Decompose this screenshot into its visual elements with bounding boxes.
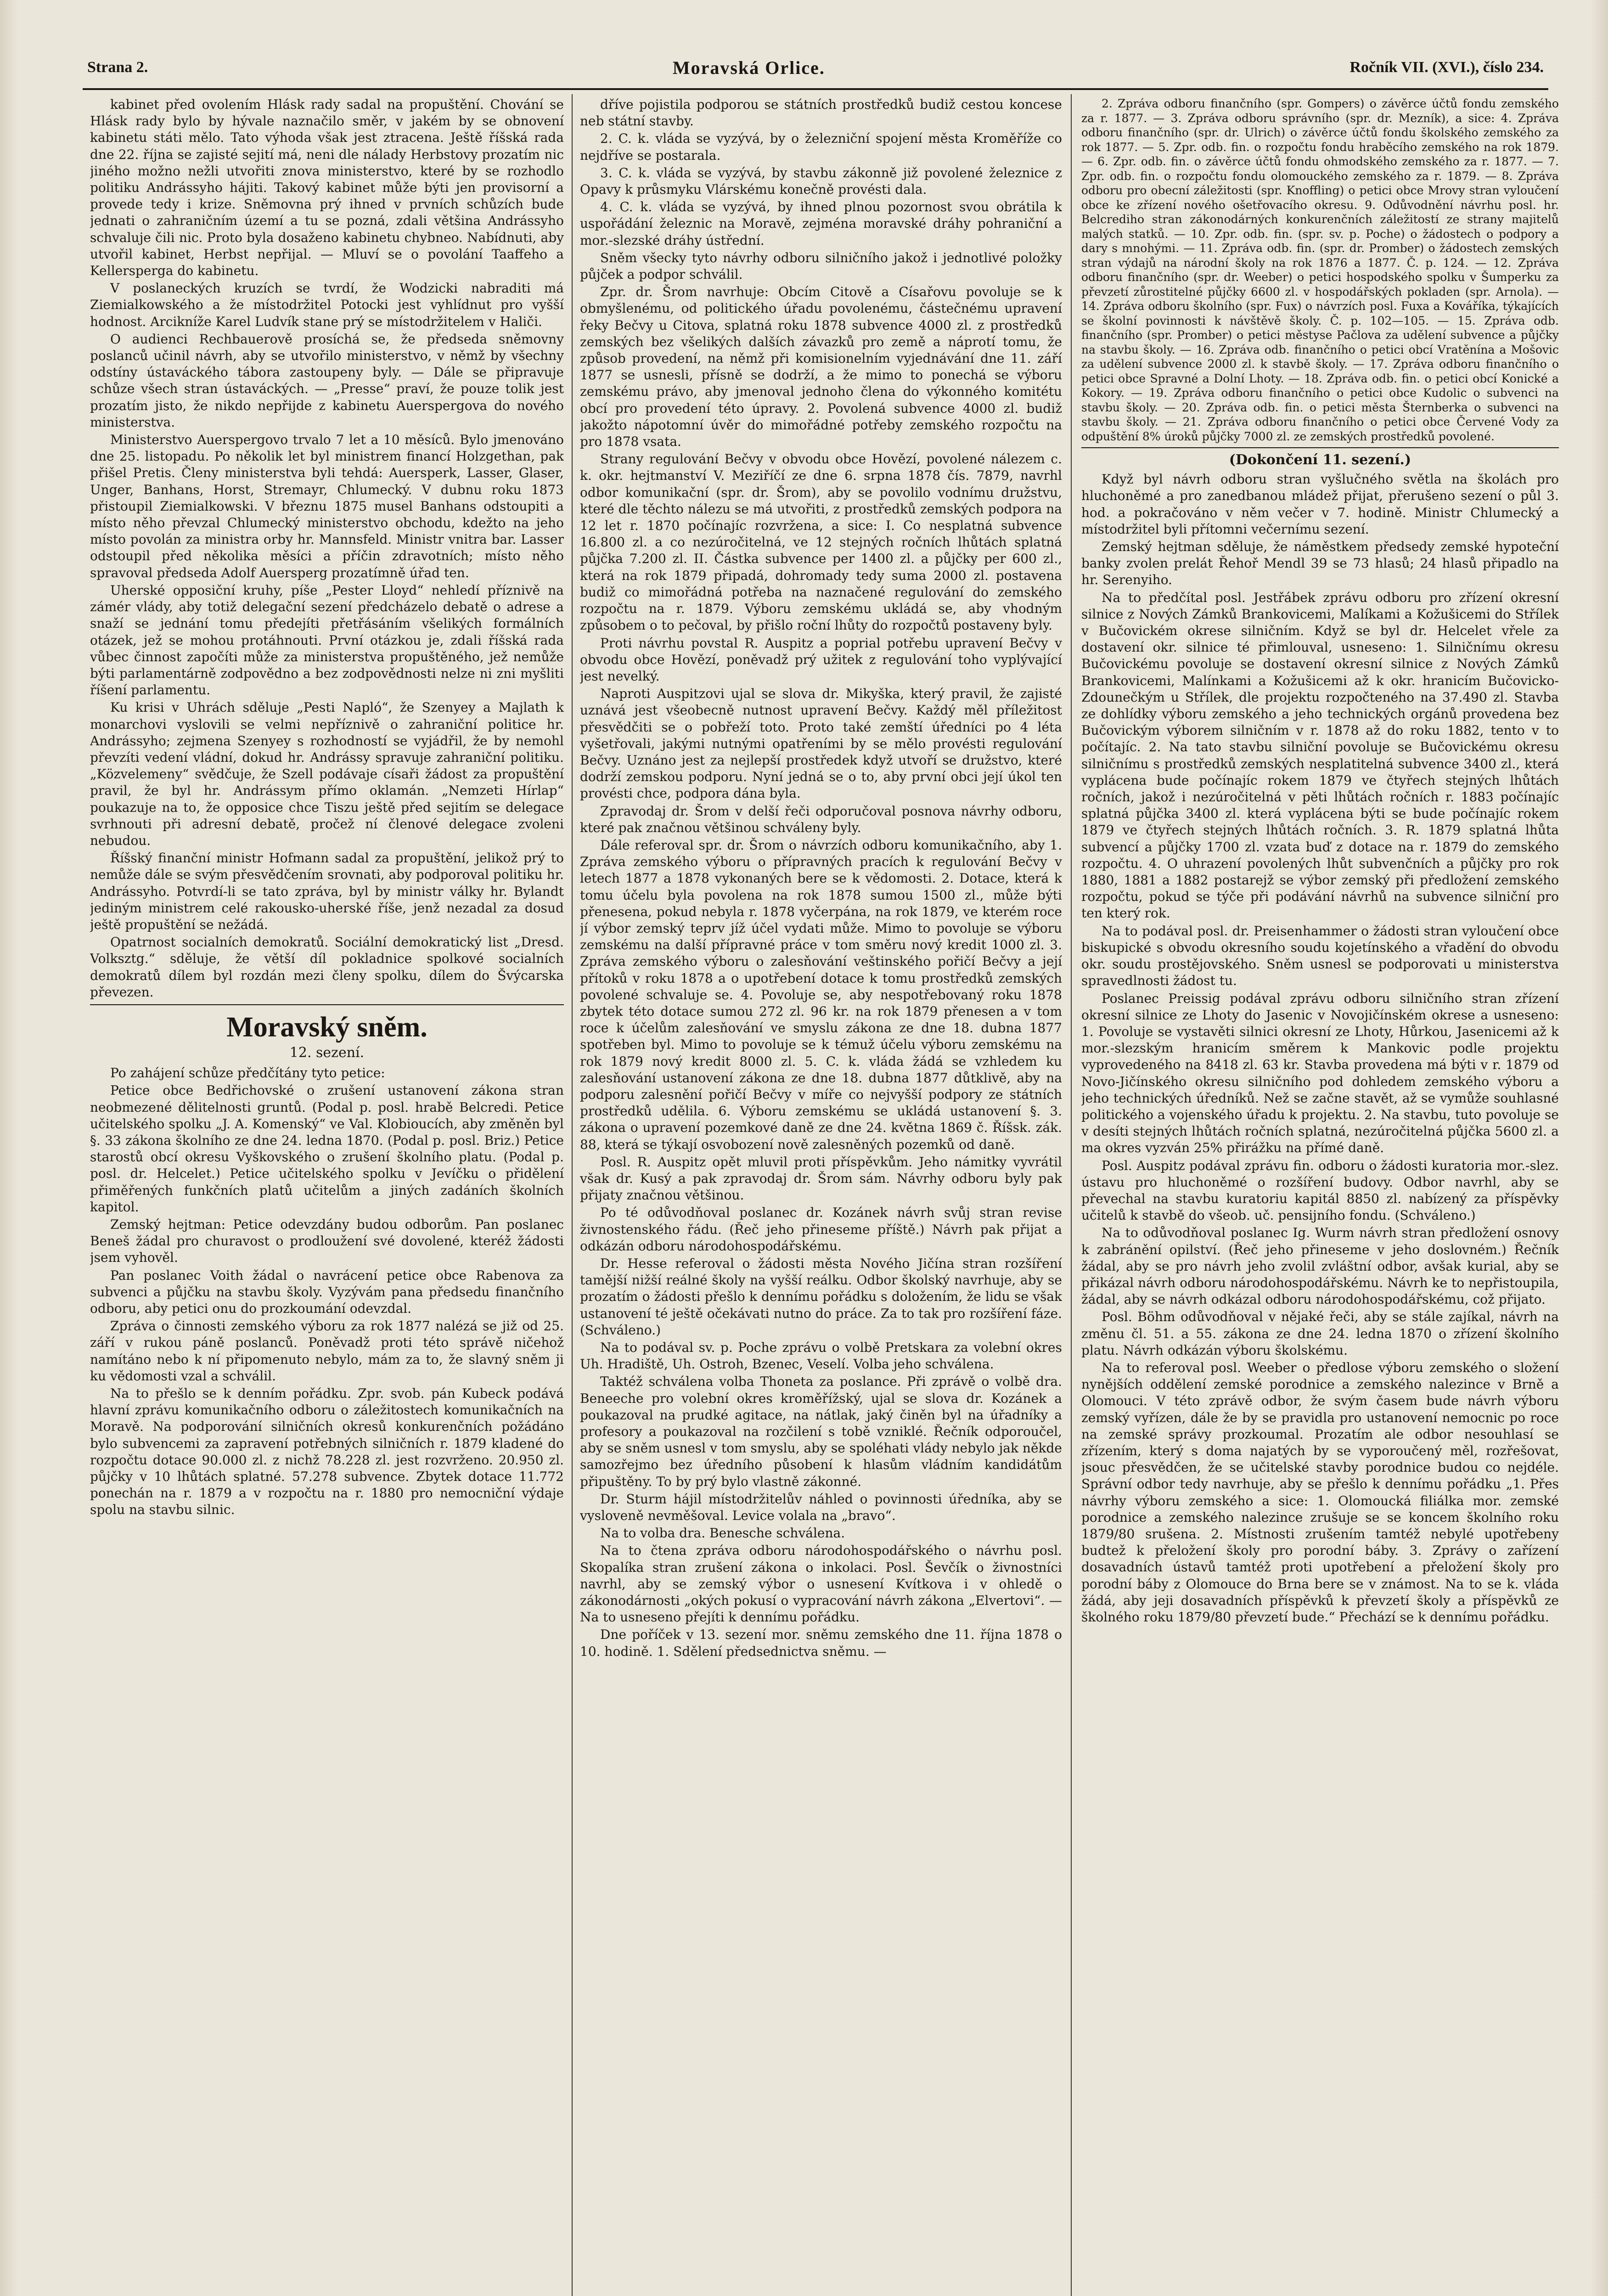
section-subtitle: 12. sezení. [289, 1044, 365, 1061]
paragraph: Pan poslanec Voith žádal o navrácení petice obce Rabenova za subvenci a půjčku na stavbu školy. Vyzývám pana předsedu finančního odboru, aby petici onu do prozkoumání odevzdal. [90, 1267, 564, 1317]
paragraph: O audienci Rechbauerově prosíchá se, že předseda sněmovny poslanců učinil návrh, aby se utvořilo ministerstvo, v němž by všechny odstíny ústaváckého tábora zastoupeny byly. — Dále se připravuje schůze všech stran ústaváckých. — „Presse“ praví, že pouze tolik jest prozatím jisto, že nikdo nepřijde z kabinetu Auerspergova do nového ministerstva. [90, 331, 564, 430]
paragraph: Posl. Böhm odůvodňoval v nějaké řeči, aby se stále zajíkal, návrh na změnu čl. 51. a 55. zákona ze dne 24. ledna 1870 o zřízení školního platu. Návrh odkázán výboru školskému. [1081, 1309, 1559, 1358]
column-2 [580, 96, 1062, 2296]
paragraph: Po té odůvodňoval poslanec dr. Kozánek návrh svůj stran revise živnostenského řádu. (Řeč jeho přineseme příště.) Návrh pak přijat a odkázán odboru národohospodářskému. [580, 1205, 1062, 1254]
section-rule-top [90, 1004, 564, 1005]
paragraph: Taktéž schválena volba Thoneta za poslance. Při zprávě o volbě dra. Beneeche pro volební okres kroměřížský, ujal se slova dr. Kozánek a poukazoval na prudké agitace, na nátlak, jaký činěn byl na úřadníky a profesory a poukazoval na rozčilení s tobě vzniklé. Řečník odporoučel, aby se sněm usnesl v tom smyslu, aby se spoléhati vlády nebylo jak někde samozřejmo bez úředního působení k hlasům vládním kandidátům připuštěny. To by prý bylo vlastně zákonné. [580, 1374, 1062, 1489]
paragraph: Posl. R. Auspitz opět mluvil proti příspěvkům. Jeho námitky vyvrátil však dr. Kusý a pak zpravodaj dr. Šrom sám. Návrhy odboru byly pak přijaty značnou většinou. [580, 1154, 1062, 1203]
column-2-session-report [580, 96, 1062, 1660]
paragraph: Sněm všecky tyto návrhy odboru silničního jakož i jednotlivé položky půjček a podpor schválil. [580, 250, 1062, 282]
paragraph: Dr. Hesse referoval o žádosti města Nového Jičína stran rozšíření tamější nižší reálné školy na vyšší reálku. Odbor školský navrhuje, aby se prozatím o žádosti přešlo k dennímu pořádku s doložením, že lidu se však ustanovení té ještě očekávati nutno do práce. Za to tak pro rozšíření fáze. (Schváleno.) [580, 1256, 1062, 1338]
paragraph: 2. C. k. vláda se vyzývá, by o železniční spojení města Kroměříže co nejdříve se postarala. [580, 131, 1062, 163]
page-header [87, 51, 1544, 84]
column-3-session-report [1081, 471, 1559, 1626]
paragraph: Uherské opposiční kruhy, píše „Pester Lloyd“ nehledí příznivě na zámér vlády, aby totiž delegační sezení předcházelo debatě o adrese a snaží se jednání tomu předejíti přetřásáním všelikých formálních otázek, jež se mohou protáhnouti. První otázkou je, zdali říšská rada vůbec činnost započíti může za ministerstva propuštěného, jež nemůže býti parlamentárně zodpovědno a bez zodpovědnosti nelze ni zni myšliti říšení parlamentu. [90, 582, 564, 698]
continuation-heading: (Dokončení 11. sezení.) [1229, 452, 1411, 468]
paragraph: Na to referoval posl. Weeber o předlose výboru zemského o složení nynějších oddělení zemské porodnice a zemského nalezince v Brně a Olomouci. V této zprávě odbor, že svým časem bude návrh výboru zemský vyřízen, dále že by se pravidla pro ustanovení nemocnic po roce na zemské správy prozkoumal. Prozatím ale odbor nesouhlasí se zřízením, který s doma najatých by se vyporoučený měl, rozřešovat, jsouc přesvědčen, že se učitelské stavby porodnice budou co nejdéle. Správní odbor tedy navrhuje, aby se přešlo k dennímu pořádku „1. Přes návrhy výboru zemského a sice: 1. Olomoucká filiálka mor. zemské porodnice a zemského nalezince zrušuje se se koncem školního roku 1879/80 srušena. 2. Místnosti zrušením tamtéž nebylé upotřebeny budtež k přeložení školy pro porodní báby. 3. Zprávy o zařízení dosavadních ústavů tamtéž proti upotřebení a přeložení školy pro porodní báby z Olomouce do Brna bere se v známost. Na to se k. vláda žádá, aby jeji dosavadních příspěvků k převzetí školy a příspěvků ze školného roku 1879/80 převzetí bude.“ Přechází se k dennímu pořádku. [1081, 1360, 1559, 1625]
paragraph: Na to odůvodňoval poslanec Ig. Wurm návrh stran předložení osnovy k zabránění opilství. (Řeč jeho přineseme v jeho doslovném.) Řečník žádal, aby se pro návrh jeho zvolil zvláštní odbor, avšak kurial, aby se přikázal návrh odboru národohospodářskému. Návrh ke to nepřistoupila, žádal, aby se návrh odkázal odboru národohospodářskému, což přijato. [1081, 1225, 1559, 1307]
paragraph: Zemský hejtman sděluje, že náměstkem předsedy zemské hypoteční banky zvolen prelát Řehoř Mendl 39 se 73 hlasů; 24 hlasů připadlo na hr. Serenyiho. [1081, 539, 1559, 588]
paragraph: Petice obce Bedřichovské o zrušení ustanovení zákona stran neobmezené dělitelnosti gruntů. (Podal p. posl. hrabě Belcredi. Petice učitelského spolku „J. A. Komenský“ ve Val. Klobioucích, aby změněn byl §. 33 zákona školního ze dne 24. ledna 1870. (Podal p. posl. Briz.) Petice starostů obcí okresu Vyškovského o zrušení školního platu. (Podal p. posl. dr. Helcelet.) Petice učitelského spolku v Jevíčku o přidělení přiměřených funkčních platů učitelům a jiných zadáních školních kapitol. [90, 1083, 564, 1215]
paragraph: Dne poříček v 13. sezení mor. sněmu zemského dne 11. října 1878 o 10. hodině. 1. Sdělení předsednictva sněmu. — [580, 1627, 1062, 1659]
paragraph: Zemský hejtman: Petice odevzdány budou odborům. Pan poslanec Beneš žádal pro churavost o prodloužení své dovolené, kteréž žádosti jsem vyhověl. [90, 1217, 564, 1266]
header-rule [83, 88, 1548, 90]
paragraph: Na to přešlo se k denním pořádku. Zpr. svob. pán Kubeck podává hlavní zprávu komunikačního odboru o záležitostech komunikačních na Moravě. Na podporování silničních okresů konkurenčních požádáno bylo subvencemi za zapravení potřebných silničních r. 1879 kladené do rozpočtu dotace 90.000 zl. z nichž 78.228 zl. jest rozvrženo. 20.950 zl. půjčky v 10 lhůtách splatné. 57.278 subvence. Zbytek dotace 11.772 ponechán na r. 1879 a v rozpočtu na r. 1880 pro nemocniční výdaje spolu na stavbu silnic. [90, 1386, 564, 1518]
paragraph: V poslaneckých kruzích se tvrdí, že Wodzicki nabraditi má Ziemialkowského a že místodržitel Potocki jest vyhlídnut pro vyšší hodnost. Arcikníže Karel Ludvík stane prý se místodržitelem v Haliči. [90, 281, 564, 329]
paragraph: Říšský finanční ministr Hofmann sadal za propuštění, jelikož prý to nemůže dále se svým přesvědčením srovnati, aby podporoval politiku hr. Andrássyho. Potvrdí-li se tato zpráva, byl by ministr války hr. Bylandt jediným ministrem celé rakousko-uherské říše, jenž nezadal za dosud ještě propuštění se nežádá. [90, 850, 564, 932]
paragraph: kabinet před ovolením Hlásk rady sadal na propuštění. Chování se Hlásk rady bylo by hývale naznačilo směr, v jakém by se obnovení kabinetu státi mělo. Tato výhoda však jest ztracena. Ještě říšská rada dne 22. října se zajisté sejití má, neni dle nálady Herbstovy prozatím nic jiného možno nežli utvořiti znova ministerstvo, které by se rozhodlo politiku Andrássyho hájiti. Takový kabinet může býti jen provisorní a provede tedy i krize. Sněmovna prý ihned v prvních schůzích bude jednati o zahraničním území a tu se pozná, zdali většina Andrássyho schvaluje čili nic. Proto byla dosaženo kabinetu chybneo. Nabídnuti, aby utvořil kabinet, Herbst nepřijal. — Mluví se o povolání Taaffeho a Kellersperga do kabinetu. [90, 97, 564, 279]
masthead-title: Moravská Orlice. [672, 57, 825, 78]
paragraph: Proti návrhu povstal R. Auspitz a poprial potřebu upravení Bečvy v obvodu obce Hovězí, poněvadž prý užitek z regulování toho vyplývající jest nevelký. [580, 635, 1062, 684]
page-number: Strana 2. [87, 59, 148, 76]
paper-edge-left [0, 0, 18, 2296]
paragraph: 4. C. k. vláda se vyzývá, by ihned plnou pozornost svou obrátila k uspořádání železnic na Moravě, zejména moravské dráhy pohraniční a mor.-slezské dráhy ústřední. [580, 199, 1062, 248]
paragraph: Ku krisi v Uhrách sděluje „Pesti Napló“, že Szenyey a Majlath k monarchovi vyslovili se velmi nepříznivě o zahraniční politice hr. Andrássyho; zejmena Szenyey s rozhodností se vyjádřil, že by nemohl převzíti vedení vládní, dokud hr. Andrássy spravuje zahraniční politiku. „Közvelemeny“ svědčuje, že Szell podávaje císaři žádost za propuštění pravil, že byl hr. Andrássym přímo oklamán. „Nemzeti Hírlap“ poukazuje na to, že opposice chce Tiszu ještě před sejitím se delegace svrhnouti při adresní debatě, pročež ní členové delegace zvoleni nebudou. [90, 700, 564, 848]
column-divider-2 [1071, 94, 1072, 2296]
paragraph: Po zahájení schůze předčítány tyto petice: [110, 1065, 385, 1081]
column-3-agenda [1081, 96, 1559, 444]
paragraph: Strany regulování Bečvy v obvodu obce Hovězí, povolené nálezem c. k. okr. hejtmanství V. Meziříčí ze dne 6. srpna 1878 čís. 7879, navrhl odbor komunikační (spr. dr. Šrom), aby se povolilo vodnímu družstvu, které dle těchto nálezu se má utvořiti, z prostředků zemských podpora na 12 let r. 1870 počínajíc rozvržena, a sice: I. Co nesplatná subvence 16.800 zl. a co nezúročitelná, ve 12 stejných ročních lhůtách splatná půjčka 7.200 zl. II. Částka subvence per 1400 zl. a půjčky per 600 zl., která na rok 1879 připadá, dohromady tedy suma 2000 zl. postavena budiž co mimořádná potřeba na naznačené regulování do zemského rozpočtu na r. 1879. Výboru zemskému ukládá se, aby vhodným způsobem o to pečoval, by přišlo roční lhůty do rozpočtů postaveny byly. [580, 451, 1062, 633]
column-3 [1081, 96, 1559, 2296]
paragraph: Dále referoval spr. dr. Šrom o návrzích odboru komunikačního, aby 1. Zpráva zemského výboru o přípravných pracích k regulování Bečvy v letech 1877 a 1878 vykonaných bere se k vědomosti. 2. Dotace, která k tomu účelu byla povolena na rok 1878 sumou 1500 zl., může býti přenesena, pokud nebyla r. 1878 vyčerpána, na rok 1879, ve kterém roce jí výbor zemský teprv jíž účel vydati může. Mimo to povoluje se výboru zemskému na další přípravné práce v tom směru nový kredit 1000 zl. 3. Zpráva zemského výboru o zalesňování veštinského pořičí Bečvy a její přítoků v roku 1878 a o upotřebení dotace k tomu prostředků zemských povolené schvaluje se. 4. Povoluje se, aby nespotřebovaný roku 1878 zbytek této dotace sumou 272 zl. 96 kr. na rok 1879 přenesen a v tom roce k účelům zalesňování ve smyslu zákona ze dne 18. dubna 1877 spotřeben byl. Mimo to povoluje se k témuž účelu výboru zemskému na rok 1879 nový kredit 8000 zl. 5. C. k. vláda žádá se vzhledem ku zalesňování ustanovení zákona ze dne 18. dubna 1877 důtklivě, aby na podporu zalesnění pořičí Bečvy v míře co nejvyšší podpory ze státních prostředků udělila. 6. Výboru zemskému se ukládá ustanovení §. 3. zákona o upravení pozemkové daně ze dne 24. května 1869 č. Říšsk. zák. 88, která se týkají osvobození nově zalesněných pozemků od daně. [580, 837, 1062, 1152]
paragraph: Naproti Auspitzovi ujal se slova dr. Mikyška, který pravil, že zajisté uznává jest všeobecně nutnost upravení Bečvy. Každý měl příležitost přesvědčiti se o pobřeží toto. Proto také zemští úředníci po 4 léta vyšetřovali, jakými nutnými opatřeními by se mělo provésti regulování Bečvy. Uznáno jest za nejlepší prostředek když utvoří se družstvo, které dodrží zemskou podporu. Nyní jedná se o to, aby první obci její úkol ten provésti chce, podpora dána byla. [580, 686, 1062, 801]
column-divider-1 [572, 94, 573, 2296]
paragraph: Na to volba dra. Benesche schválena. [600, 1525, 845, 1541]
paragraph: Zpr. dr. Šrom navrhuje: Obcím Citově a Císařovu povoluje se k obmyšlenému, od politického úřadu povolenému, částečnému upravení řeky Bečvy u Citova, splatná roku 1878 subvence 4000 zl. z prostředků zemských bez všelikých dalších závazků pro země a náprotí tomu, že způsob provedení, na němž při komisionelním vyjednávání dne 11. září 1877 se usnesli, přísně se dodrží, a že mimo to ponechá se výboru zemskému právo, aby jmenoval jednoho člena do výkonného komitétu obcí pro provedení této úpravy. 2. Povolená subvence 4000 zl. budiž jakožto nápotomní úvěr do mimořádné potřeby zemského rozpočtu na pro 1878 vsata. [580, 284, 1062, 450]
column-1-session-report [90, 1065, 564, 1518]
paper-edge-right [1590, 0, 1608, 2296]
paragraph: Na to podával sv. p. Poche zprávu o volbě Pretskara za volební okres Uh. Hradiště, Uh. Ostroh, Bzenec, Veselí. Volba jeho schválena. [580, 1340, 1062, 1372]
paragraph: Zpráva o činnosti zemského výboru za rok 1877 nalézá se již od 25. září v rukou páně poslanců. Poněvadž proti této správě ničehož namítáno nebo k ní připomenuto nebylo, mám za to, že slavný sněm ji ku vědomosti vzal a schválil. [90, 1318, 564, 1384]
column-1 [90, 96, 564, 2296]
paragraph: dříve pojistila podporou se státních prostředků budiž cestou koncese neb státní stavby. [580, 97, 1062, 129]
section-title: Moravský sněm. [226, 1011, 427, 1043]
paragraph: Opatrnost socialních demokratů. Sociální demokratický list „Dresd. Volksztg.“ sděluje, že větší díl pokladnice spolkové socialních demokratů dílem byl rozdán mezi členy spolku, dílem do Švýcarska převezen. [90, 934, 564, 1000]
paragraph: Zpravodaj dr. Šrom v delší řeči odporučoval posnova návrhy odboru, které pak značnou většinou schváleny byly. [580, 803, 1062, 835]
paragraph: 2. Zpráva odboru finančního (spr. Gompers) o závěrce účtů fondu zemského za r. 1877. — 3. Zpráva odboru správního (spr. dr. Mezník), a sice: 4. Zpráva odboru finančního (spr. dr. Ulrich) o závěrce účtů fondu školského zemského za rok 1877. — 5. Zpr. odb. fin. o rozpočtu fondu hraběcího zemského na rok 1879. — 6. Zpr. odb. fin. o závěrce účtů fondu ohmodského zemského za r. 1877. — 7. Zpr. odb. fin. o rozpočtu fondu olomouckého zemského za r. 1879. — 8. Zpráva odboru pro obecní záležitosti (spr. Knoffling) o petici obce Mrovy stran vyloučení obce ke zřízení nového ošetřovacího okresu. 9. Odůvodnění návrhu posl. hr. Belcrediho stran zákonodárných konkurenčních záležitostí ze strany majitelů malých statků. — 10. Zpr. odb. fin. (spr. sv. p. Poche) o žádostech o podpory a dary s mnohými. — 11. Zpráva odb. fin. (spr. dr. Promber) o žádostech zemských stran výdajů na národní školy na rok 1876 a 1877. Č. p. 124. — 12. Zpráva odboru finančního (spr. dr. Weeber) o petici hospodského spolku v Šumperku za převzetí zůrostitelné půjčky 6600 zl. v hospodářských pokladen (spr. Arnola). — 14. Zpráva odboru školního (spr. Fux) o návrzích posl. Fuxa a Kováříka, týkajících se školní povinnosti k návštěvě školy. Č. p. 102—105. — 15. Zpráva odb. finančního (spr. Promber) o petici městyse Pačlova za udělení subvence a půjčky na stavbu školy. — 16. Zpráva odb. finančního o petici obcí Vratěnína a Mošovic za udělení subvence 2000 zl. k stavbě školy. — 17. Zpráva odboru finančního o petici obce Spravné a Dolní Lhoty. — 18. Zpráva odb. fin. o petici obcí Konické a Kokory. — 19. Zpráva odboru finančního o petici obce Kudolic o subvenci na stavbu školy. — 20. Zpráva odb. fin. o petici města Šternberka o subvenci na stavbu školy. — 21. Zpráva odboru finančního o petici obce Červené Vody za odpuštění 8% úroků půjčky 7000 zl. ze zemských prostředků povolené. [1081, 97, 1559, 443]
paragraph: Na to předčítal posl. Jestřábek zprávu odboru pro zřízení okresní silnice z Nových Zámků Brankovicemi, Malíkami a Kožušicemi do Střílek v Bučovickém okrese silničním. Když se byl dr. Helcelet vřele za dostavení okr. silnice té přimlouval, usneseno: 1. Silničnímu okresu Bučovickému povoluje se dostavení okresní silnice z Nových Zámků Brankovicemi, Malínkami a Kožušicemi až k okr. hranicím Bučovicko-Zdounečkým u Střílek, dle projektu rozpočteného na 37.490 zl. Stavba ze dohlídky výboru zemského a jeho technických orgánů provedena bez Bučovickým výborem silničním v r. 1878 až do roku 1882, tento v to počítajíc. 2. Na tato stavbu silniční povoluje se Bučovickému okresu silničnímu s prostředků zemských nesplatitelná subvence 3400 zl., která vyplácena bude počínajíc rokem 1879 ve čtyřech stejných lhůtách ročních, jakož i nezúročitelná v pěti lhůtách ročních r. 1883 počínajíc splatná půjčka 3400 zl. která vyplácena býti se bude počínajíc rokem 1879 ve čtyřech stejných lhůtách ročních. 3. R. 1879 splatná lhůta subvencí a půjčky 1700 zl. vzata buď z dotace na r. 1879 do zemského rozpočtu. 4. O uhrazení povolených lhůt subvenčních a půjčky pro rok 1880, 1881 a 1882 postarejž se výbor zemský při předložení zemského rozpočtu, pokud se týče při podávání návrhů na subvence silniční pro ten který rok. [1081, 590, 1559, 921]
paragraph: Když byl návrh odboru stran vyšlučného světla na školách pro hluchoněmé a pro zanedbanou mládež přijat, přerušeno sezení o půl 3. hod. a pokračováno v něm večer v 7. hodině. Ministr Chlumecký a místodržitel byli přítomni večernímu sezení. [1081, 472, 1559, 537]
paragraph: Na to podával posl. dr. Preisenhammer o žádosti stran vyloučení obce biskupické s obvodu okresního soudu kojetínského a vřadění do obvodu okr. soudu prostějovského. Sněm usnesl se podporovati u ministerstva spravedlnosti žádost tu. [1081, 923, 1559, 989]
paragraph: Dr. Sturm hájil místodržitelův náhled o povinnosti úředníka, aby se vysloveně nevměšoval. Levice volala na „bravo“. [580, 1491, 1062, 1524]
paragraph: Posl. Auspitz podával zprávu fin. odboru o žádosti kuratoria mor.-slez. ústavu pro hluchoněmé o rozšíření budovy. Odbor navrhl, aby se převechal na stavbu kuratoriu kapitál 8850 zl. nabízený za příspěvky učitelů k stavbě do všeob. uč. pensijního fondu. (Schváleno.) [1081, 1158, 1559, 1223]
paragraph: Poslanec Preissig podával zprávu odboru silničního stran zřízení okresní silnice ze Lhoty do Jasenic v Novojičínském okrese a usneseno: 1. Povoluje se vystavěti silnici okresní ze Lhoty, Hůrkou, Jasenicemi až k mor.-slezským hranicím směrem k Mankovic podle projektu vyprovedeného na 8418 zl. 63 kr. Stavba provedena má býti v r. 1879 od Novo-Jičínského okresu silničního pod dohledem zemského výboru a jeho technických úředníků. Než se začne stavět, až se vymůže souhlasné politického a vojenského úřadu k projektu. 2. Na stavbu, tuto povoluje se v desíti stejných lhůtách ročních splatná, nezúročitelná půjčka 5600 zl. a ma okres vyzván 25% přirážku na přímé daně. [1081, 990, 1559, 1156]
column-1-articles [90, 96, 564, 1001]
paragraph: Ministerstvo Auerspergovo trvalo 7 let a 10 měsíců. Bylo jmenováno dne 25. listopadu. Po několik let byl ministrem financí Holzgethan, pak přišel Pretis. Členy ministerstva byli tehdá: Auersperk, Lasser, Glaser, Unger, Banhans, Horst, Stremayr, Chlumecký. V dubnu roku 1873 přistoupil Ziemialkowski. V březnu 1875 musel Banhans odstoupiti a místo něho převzal Chlumecký ministerstvo obchodu, kdežto na jeho místo povolán za ministra orby hr. Mannsfeld. Ministr vnitra bar. Lasser odstoupil před několika měsíci a příčin zdravotních; místo něho spravoval předseda Adolf Auersperg prozatímně úřad ten. [90, 432, 564, 580]
paragraph: Na to čtena zpráva odboru národohospodářského o návrhu posl. Skopalíka stran zrušení zákona o inkolaci. Posl. Ševčík o živnostníci navrhl, aby se zemský výbor o usnesení Kvítkova i v ohledě o zákonodárnosti „okých pokusí o vypracování návrh zákona „Elvertovi“. — Na to usneseno přejíti k dennímu pořádku. [580, 1543, 1062, 1625]
paragraph: 3. C. k. vláda se vyzývá, by stavbu zákonně již povolené železnice z Opavy k průsmyku Vlárskému konečně provésti dala. [580, 165, 1062, 197]
volume-issue: Ročník VII. (XVI.), číslo 234. [1349, 59, 1544, 76]
agenda-rule [1081, 447, 1559, 448]
